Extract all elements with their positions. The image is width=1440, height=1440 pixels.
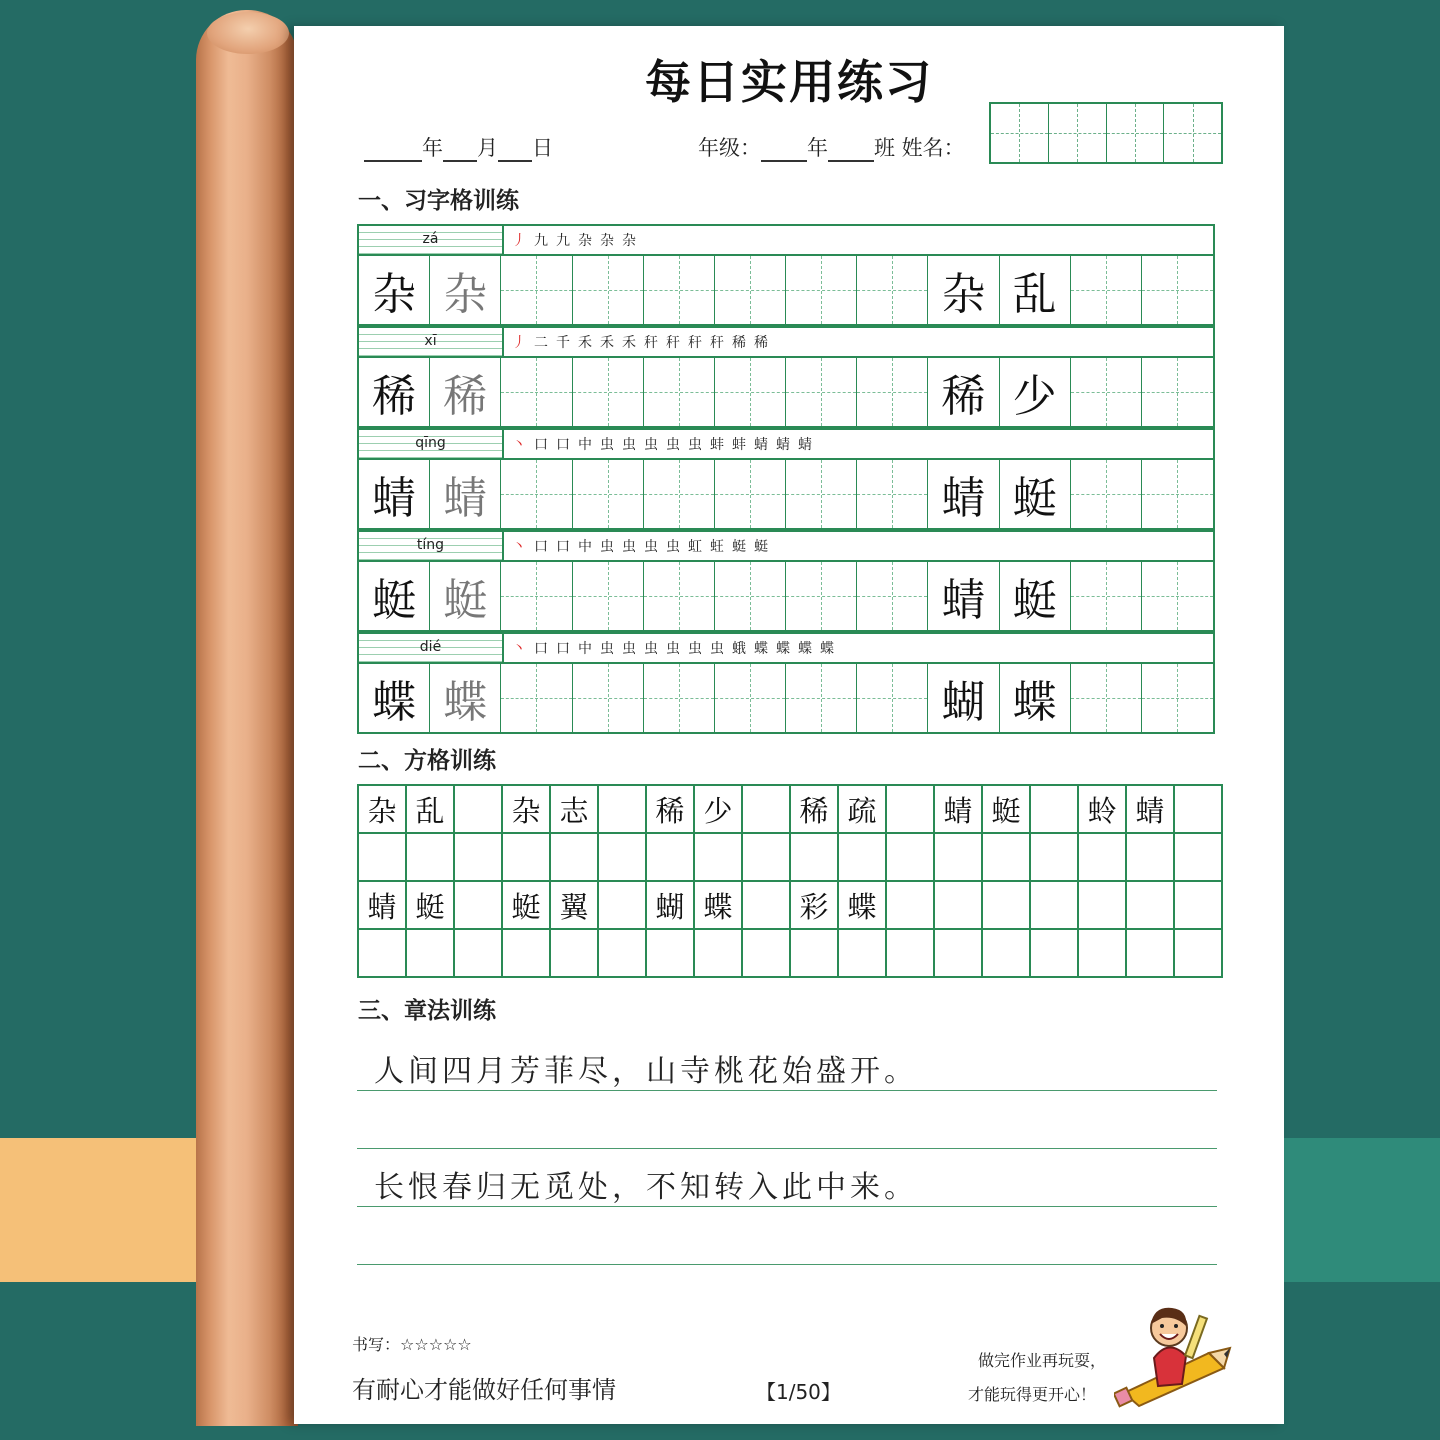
- pinyin-row: [357, 530, 1215, 560]
- stroke-step: 禾: [600, 335, 614, 351]
- grid-empty-cell[interactable]: [743, 834, 791, 882]
- model-character: 蝶: [359, 664, 430, 732]
- practice-cell[interactable]: [501, 562, 572, 630]
- stroke-order: [504, 328, 1213, 356]
- stroke-step: 虫: [710, 641, 724, 657]
- grid-empty-cell[interactable]: [839, 930, 887, 978]
- grid-empty-cell[interactable]: [1031, 930, 1079, 978]
- practice-cell[interactable]: [644, 664, 715, 732]
- pinyin-text: dié: [419, 639, 442, 655]
- stroke-step: 口: [556, 641, 570, 657]
- word-character: 蝶: [1000, 664, 1071, 732]
- grid-empty-cell[interactable]: [599, 834, 647, 882]
- word-character: 蝴: [928, 664, 999, 732]
- stroke-step: 口: [534, 641, 548, 657]
- stroke-step: 九: [534, 233, 548, 249]
- writing-line: [357, 1264, 1217, 1265]
- grid-empty-cell[interactable]: [695, 834, 743, 882]
- pinyin-row: [357, 632, 1215, 662]
- grid-character: 蝶: [839, 882, 887, 930]
- grid-empty-cell[interactable]: [599, 930, 647, 978]
- pinyin-cell: [359, 532, 504, 560]
- trace-character: 杂: [430, 256, 501, 324]
- rating-stars: 书写：☆☆☆☆☆: [352, 1335, 472, 1354]
- grid-empty-cell[interactable]: [1031, 834, 1079, 882]
- stroke-step: 禾: [622, 335, 636, 351]
- grid-empty-cell[interactable]: [935, 834, 983, 882]
- stroke-step: 虫: [600, 539, 614, 555]
- grid-empty-cell[interactable]: [1031, 882, 1079, 930]
- pinyin-cell: [359, 226, 504, 254]
- practice-cell[interactable]: [1071, 562, 1142, 630]
- practice-cell[interactable]: [644, 562, 715, 630]
- grid-empty-cell[interactable]: [503, 930, 551, 978]
- grid-character: 蜓: [503, 882, 551, 930]
- stroke-step: 虫: [644, 641, 658, 657]
- grid-empty-cell[interactable]: [1127, 834, 1175, 882]
- stroke-step: 蜻: [776, 437, 790, 453]
- practice-cell[interactable]: [857, 256, 928, 324]
- stroke-order: [504, 226, 1213, 254]
- grid-character: 蝶: [695, 882, 743, 930]
- grid-empty-cell[interactable]: [455, 930, 503, 978]
- grid-character: 蜓: [407, 882, 455, 930]
- trace-character: 蜻: [430, 460, 501, 528]
- pinyin-text: qīng: [415, 435, 446, 451]
- practice-cell[interactable]: [857, 664, 928, 732]
- stroke-step: 蚟: [710, 539, 724, 555]
- grid-empty-cell[interactable]: [887, 930, 935, 978]
- stroke-step: 口: [534, 437, 548, 453]
- grid-empty-cell[interactable]: [743, 882, 791, 930]
- model-character: 蜓: [359, 562, 430, 630]
- grid-empty-cell[interactable]: [359, 834, 407, 882]
- practice-cell[interactable]: [1142, 664, 1213, 732]
- section-3-heading: 三、章法训练: [358, 998, 496, 1024]
- grid-empty-cell[interactable]: [935, 930, 983, 978]
- cartoon-caption-1: 做完作业再玩耍，: [978, 1351, 1107, 1370]
- word-character: 蜓: [1000, 562, 1071, 630]
- stroke-step: 杂: [578, 233, 592, 249]
- practice-cell[interactable]: [1071, 460, 1142, 528]
- name-grid[interactable]: [989, 102, 1223, 164]
- stroke-step: 秆: [710, 335, 724, 351]
- practice-cell[interactable]: [1142, 358, 1213, 426]
- stroke-step: 虫: [666, 641, 680, 657]
- practice-cell[interactable]: [644, 460, 715, 528]
- grid-empty-cell[interactable]: [1031, 786, 1079, 834]
- grid-character: 杂: [503, 786, 551, 834]
- stroke-step: 千: [556, 335, 570, 351]
- grid-empty-cell[interactable]: [1175, 930, 1223, 978]
- stroke-step: 蝶: [820, 641, 834, 657]
- pinyin-row: [357, 224, 1215, 254]
- practice-cell[interactable]: [1142, 562, 1213, 630]
- stroke-step: 丶: [512, 641, 526, 657]
- model-character: 杂: [359, 256, 430, 324]
- stroke-step: 口: [534, 539, 548, 555]
- section-1-heading: 一、习字格训练: [358, 188, 519, 214]
- stroke-order: [504, 532, 1213, 560]
- writing-line: [357, 1090, 1217, 1091]
- trace-character: 蝶: [430, 664, 501, 732]
- stroke-step: 蜓: [732, 539, 746, 555]
- grid-empty-cell[interactable]: [407, 930, 455, 978]
- pinyin-cell: [359, 634, 504, 662]
- section-2-heading: 二、方格训练: [358, 748, 496, 774]
- grid-empty-cell[interactable]: [359, 930, 407, 978]
- practice-cell[interactable]: [786, 562, 857, 630]
- grid-empty-cell[interactable]: [1079, 834, 1127, 882]
- trace-character: 稀: [430, 358, 501, 426]
- practice-cell[interactable]: [715, 460, 786, 528]
- stroke-step: 虫: [666, 437, 680, 453]
- practice-cell[interactable]: [573, 562, 644, 630]
- stroke-step: 虫: [622, 539, 636, 555]
- stroke-step: 虹: [688, 539, 702, 555]
- pinyin-text: xī: [424, 333, 437, 349]
- grid-character: 少: [695, 786, 743, 834]
- stroke-step: 蜻: [754, 437, 768, 453]
- grid-character: 蜻: [359, 882, 407, 930]
- grid-character: 蜓: [983, 786, 1031, 834]
- paper-roll-top: [207, 12, 289, 54]
- grid-empty-cell[interactable]: [935, 882, 983, 930]
- grid-empty-cell[interactable]: [983, 882, 1031, 930]
- practice-cell[interactable]: [715, 256, 786, 324]
- grid-empty-cell[interactable]: [887, 882, 935, 930]
- grid-empty-cell[interactable]: [839, 834, 887, 882]
- character-row: [357, 560, 1215, 632]
- stroke-step: 丿: [512, 335, 526, 351]
- word-character: 少: [1000, 358, 1071, 426]
- character-row: [357, 254, 1215, 326]
- practice-cell[interactable]: [573, 358, 644, 426]
- practice-cell[interactable]: [715, 664, 786, 732]
- pinyin-row: [357, 428, 1215, 458]
- grid-empty-cell[interactable]: [695, 930, 743, 978]
- grid-empty-cell[interactable]: [1175, 834, 1223, 882]
- stroke-step: 蚌: [710, 437, 724, 453]
- practice-cell[interactable]: [786, 460, 857, 528]
- grid-character: 稀: [647, 786, 695, 834]
- word-character: 蜻: [928, 460, 999, 528]
- stroke-step: 稀: [732, 335, 746, 351]
- paper-roll: [196, 10, 298, 1426]
- practice-cell[interactable]: [1142, 460, 1213, 528]
- practice-cell[interactable]: [857, 358, 928, 426]
- page-number: 【1/50】: [756, 1380, 841, 1404]
- class-name-line: 年级： 年 班 姓名：: [698, 136, 965, 160]
- grid-character: 蛉: [1079, 786, 1127, 834]
- grid-character: 蝴: [647, 882, 695, 930]
- practice-cell[interactable]: [501, 460, 572, 528]
- date-line: 年 月 日: [364, 132, 553, 162]
- poem-line-2: 长恨春归无觅处，不知转入此中来。: [374, 1170, 918, 1205]
- practice-cell[interactable]: [501, 664, 572, 732]
- practice-cell[interactable]: [1071, 256, 1142, 324]
- grid-empty-cell[interactable]: [791, 930, 839, 978]
- practice-cell[interactable]: [501, 358, 572, 426]
- stroke-step: 虫: [644, 539, 658, 555]
- grid-empty-cell[interactable]: [743, 786, 791, 834]
- grid-empty-cell[interactable]: [887, 834, 935, 882]
- practice-cell[interactable]: [1071, 664, 1142, 732]
- stroke-step: 丿: [512, 233, 526, 249]
- stroke-step: 蜓: [754, 539, 768, 555]
- stroke-step: 蝶: [798, 641, 812, 657]
- word-character: 杂: [928, 256, 999, 324]
- grid-empty-cell[interactable]: [455, 882, 503, 930]
- grid-empty-cell[interactable]: [407, 834, 455, 882]
- stroke-step: 口: [556, 437, 570, 453]
- page-title: 每日实用练习: [645, 55, 933, 109]
- writing-line: [357, 1148, 1217, 1149]
- stroke-step: 秆: [688, 335, 702, 351]
- cartoon-caption-2: 才能玩得更开心！: [968, 1385, 1097, 1404]
- practice-cell[interactable]: [857, 460, 928, 528]
- stroke-step: 中: [578, 641, 592, 657]
- grid-empty-cell[interactable]: [599, 786, 647, 834]
- grid-character: 志: [551, 786, 599, 834]
- square-grid: [357, 784, 1223, 978]
- grid-empty-cell[interactable]: [1127, 882, 1175, 930]
- practice-cell[interactable]: [1142, 256, 1213, 324]
- practice-cell[interactable]: [501, 256, 572, 324]
- stroke-step: 蛾: [732, 641, 746, 657]
- stroke-step: 蚌: [732, 437, 746, 453]
- grid-empty-cell[interactable]: [551, 834, 599, 882]
- boy-on-pencil-icon: [1114, 1298, 1234, 1413]
- grid-empty-cell[interactable]: [455, 834, 503, 882]
- word-character: 蜓: [1000, 460, 1071, 528]
- orange-band: [0, 1138, 200, 1282]
- motto: 有耐心才能做好任何事情: [352, 1376, 616, 1404]
- stroke-step: 禾: [578, 335, 592, 351]
- practice-cell[interactable]: [715, 358, 786, 426]
- stroke-step: 虫: [666, 539, 680, 555]
- stroke-step: 杂: [600, 233, 614, 249]
- character-row: [357, 458, 1215, 530]
- practice-cell[interactable]: [1071, 358, 1142, 426]
- stroke-step: 秆: [666, 335, 680, 351]
- stroke-step: 秆: [644, 335, 658, 351]
- pinyin-text: tíng: [416, 537, 445, 553]
- teal-band: [1282, 1138, 1440, 1282]
- grid-empty-cell[interactable]: [1175, 786, 1223, 834]
- word-character: 乱: [1000, 256, 1071, 324]
- pinyin-row: [357, 326, 1215, 356]
- stroke-step: 蝶: [754, 641, 768, 657]
- grid-character: 蜻: [935, 786, 983, 834]
- grid-character: 疏: [839, 786, 887, 834]
- stroke-step: 虫: [622, 437, 636, 453]
- grid-empty-cell[interactable]: [743, 930, 791, 978]
- stroke-step: 虫: [644, 437, 658, 453]
- character-row: [357, 356, 1215, 428]
- stroke-step: 丶: [512, 437, 526, 453]
- stroke-step: 蝶: [776, 641, 790, 657]
- grid-empty-cell[interactable]: [551, 930, 599, 978]
- poem-line-1: 人间四月芳菲尽，山寺桃花始盛开。: [374, 1054, 918, 1089]
- grid-empty-cell[interactable]: [1079, 930, 1127, 978]
- stroke-step: 杂: [622, 233, 636, 249]
- grid-empty-cell[interactable]: [1175, 882, 1223, 930]
- stroke-step: 二: [534, 335, 548, 351]
- stroke-step: 虫: [600, 641, 614, 657]
- stroke-step: 九: [556, 233, 570, 249]
- stroke-step: 虫: [688, 641, 702, 657]
- grid-character: 翼: [551, 882, 599, 930]
- pinyin-text: zá: [422, 231, 439, 247]
- practice-cell[interactable]: [573, 460, 644, 528]
- stroke-order: [504, 430, 1213, 458]
- grid-character: 蜻: [1127, 786, 1175, 834]
- stroke-step: 口: [556, 539, 570, 555]
- pinyin-cell: [359, 328, 504, 356]
- stroke-order: [504, 634, 1213, 662]
- grid-empty-cell[interactable]: [647, 834, 695, 882]
- word-character: 蜻: [928, 562, 999, 630]
- grid-empty-cell[interactable]: [1079, 882, 1127, 930]
- grid-empty-cell[interactable]: [455, 786, 503, 834]
- grid-character: 稀: [791, 786, 839, 834]
- stroke-step: 稀: [754, 335, 768, 351]
- practice-cell[interactable]: [786, 664, 857, 732]
- grid-empty-cell[interactable]: [887, 786, 935, 834]
- practice-cell[interactable]: [573, 664, 644, 732]
- grid-empty-cell[interactable]: [599, 882, 647, 930]
- grid-character: 彩: [791, 882, 839, 930]
- practice-cell[interactable]: [644, 256, 715, 324]
- stroke-step: 蜻: [798, 437, 812, 453]
- practice-cell[interactable]: [573, 256, 644, 324]
- grid-empty-cell[interactable]: [1127, 930, 1175, 978]
- trace-character: 蜓: [430, 562, 501, 630]
- practice-cell[interactable]: [786, 256, 857, 324]
- writing-line: [357, 1206, 1217, 1207]
- practice-cell[interactable]: [715, 562, 786, 630]
- grid-character: 杂: [359, 786, 407, 834]
- practice-cell[interactable]: [857, 562, 928, 630]
- practice-cell[interactable]: [644, 358, 715, 426]
- grid-empty-cell[interactable]: [983, 930, 1031, 978]
- stroke-step: 虫: [622, 641, 636, 657]
- stroke-step: 虫: [688, 437, 702, 453]
- grid-character: 乱: [407, 786, 455, 834]
- character-row: [357, 662, 1215, 734]
- grid-empty-cell[interactable]: [503, 834, 551, 882]
- grid-empty-cell[interactable]: [791, 834, 839, 882]
- stroke-step: 虫: [600, 437, 614, 453]
- grid-empty-cell[interactable]: [983, 834, 1031, 882]
- stroke-step: 中: [578, 539, 592, 555]
- practice-cell[interactable]: [786, 358, 857, 426]
- pinyin-cell: [359, 430, 504, 458]
- worksheet-page: [294, 26, 1284, 1424]
- model-character: 蜻: [359, 460, 430, 528]
- grid-empty-cell[interactable]: [647, 930, 695, 978]
- stroke-step: 中: [578, 437, 592, 453]
- model-character: 稀: [359, 358, 430, 426]
- character-practice-grid: [357, 224, 1215, 734]
- word-character: 稀: [928, 358, 999, 426]
- stroke-step: 丶: [512, 539, 526, 555]
